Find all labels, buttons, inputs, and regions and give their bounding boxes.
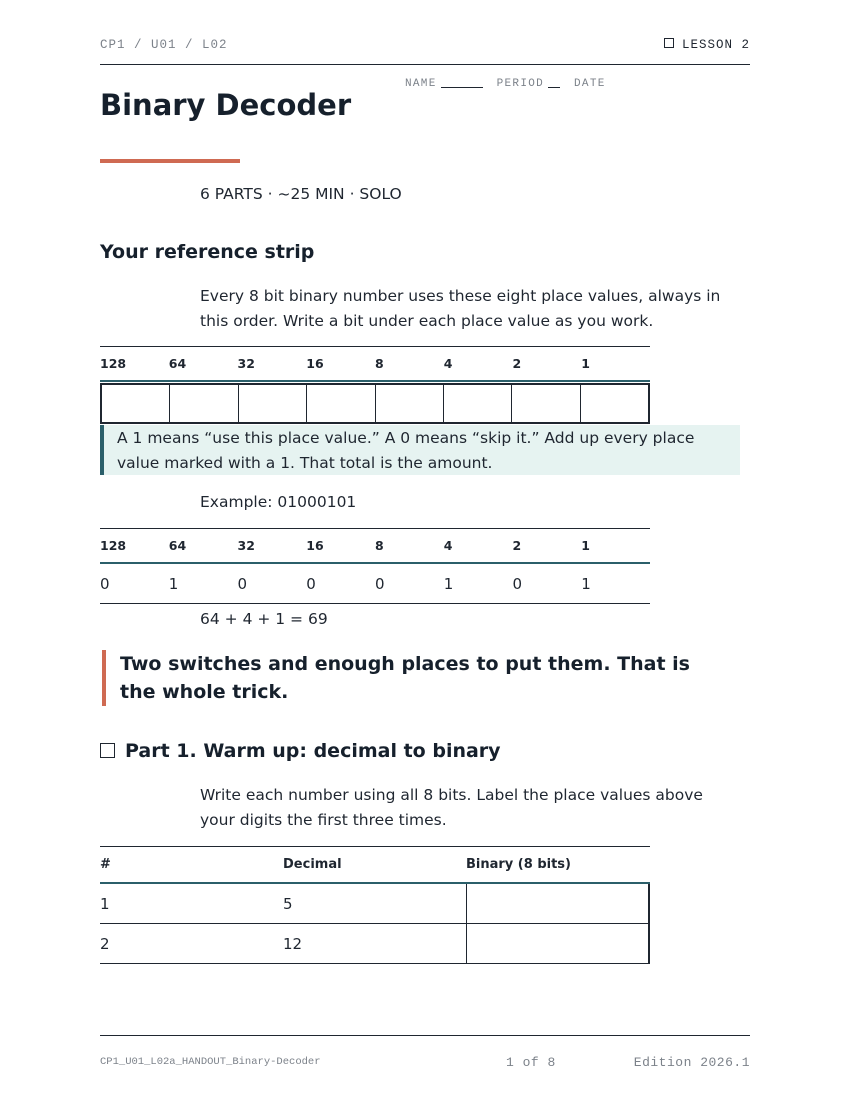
bit-box[interactable] — [581, 385, 648, 422]
bit-box[interactable] — [102, 385, 170, 422]
reference-intro: Every 8 bit binary number uses these eight place values, always in this order. Write a bit under each place value as you work. — [200, 287, 721, 330]
place-value: 64 — [168, 356, 187, 371]
part1-title: Part 1. Warm up: decimal to binary — [125, 740, 501, 762]
bit-box[interactable] — [444, 385, 512, 422]
decimal-value: 5 — [283, 895, 293, 913]
footer-edition: Edition 2026.1 — [633, 1055, 750, 1070]
example-label: Example: 01000101 — [200, 493, 357, 511]
activity-meta: 6 PARTS · ~25 MIN · SOLO — [200, 185, 402, 203]
example-bits-row — [100, 564, 650, 604]
place-value: 1 — [581, 538, 590, 553]
example-bit: 0 — [100, 575, 110, 593]
column-header: Decimal — [283, 857, 342, 872]
column-header: Binary (8 bits) — [466, 857, 571, 872]
reference-heading: Your reference strip — [100, 241, 315, 263]
place-value: 1 — [581, 356, 590, 371]
pull-quote: Two switches and enough places to put them. That is the whole trick. — [102, 650, 720, 706]
column-header: # — [100, 857, 111, 872]
checkbox-icon — [664, 38, 674, 48]
example-bit: 0 — [237, 575, 248, 593]
example-bit: 0 — [375, 575, 385, 593]
bit-input-boxes — [100, 383, 650, 424]
example-bit: 1 — [581, 575, 591, 593]
reference-strip — [100, 346, 650, 382]
bit-box[interactable] — [376, 385, 444, 422]
student-info-bar — [405, 76, 606, 90]
example-bit: 0 — [512, 575, 523, 593]
example-sum: 64 + 4 + 1 = 69 — [200, 610, 328, 628]
place-value-header — [100, 346, 650, 382]
place-value: 32 — [237, 356, 255, 371]
place-value: 64 — [168, 538, 187, 553]
page-header — [100, 38, 750, 65]
example-bit: 1 — [168, 575, 179, 593]
place-value: 16 — [306, 538, 324, 553]
place-value: 2 — [512, 538, 522, 553]
table-row — [100, 924, 650, 964]
place-value: 4 — [443, 356, 453, 371]
binary-answer-field[interactable] — [466, 924, 650, 963]
place-value: 8 — [375, 538, 384, 553]
binary-answer-field[interactable] — [466, 884, 650, 923]
checkbox-icon[interactable] — [100, 743, 115, 758]
place-value: 4 — [443, 538, 453, 553]
place-value: 128 — [100, 356, 127, 371]
period-label: PERIOD — [496, 78, 545, 90]
bit-box[interactable] — [307, 385, 375, 422]
example-table — [100, 528, 650, 604]
table-header — [100, 846, 650, 884]
place-value: 16 — [306, 356, 324, 371]
part1-instructions: Write each number using all 8 bits. Label the place values above your digits the first three times. — [200, 786, 703, 829]
lesson-label — [664, 38, 750, 52]
bit-box[interactable] — [170, 385, 238, 422]
lesson-text: LESSON 2 — [681, 38, 750, 52]
place-value: 128 — [100, 538, 127, 553]
page-footer — [100, 1035, 750, 1076]
date-label: DATE — [574, 78, 606, 90]
rule-callout: A 1 means “use this place value.” A 0 means “skip it.” Add up every place value marked with a 1. That total is the amount. — [100, 425, 740, 475]
example-header — [100, 528, 650, 564]
footer-page-count: 1 of 8 — [506, 1055, 556, 1070]
part1-table — [100, 846, 650, 964]
title-accent-bar — [100, 159, 240, 163]
row-number: 1 — [100, 895, 110, 913]
place-value: 2 — [512, 356, 522, 371]
place-value: 32 — [237, 538, 255, 553]
name-field[interactable] — [441, 76, 483, 88]
place-value: 8 — [375, 356, 384, 371]
bit-box[interactable] — [512, 385, 580, 422]
name-label: NAME — [405, 78, 437, 90]
breadcrumb: CP1 / U01 / L02 — [100, 38, 228, 52]
decimal-value: 12 — [283, 935, 303, 953]
row-number: 2 — [100, 935, 110, 953]
example-bit: 1 — [443, 575, 454, 593]
part1-heading — [100, 740, 501, 762]
table-row — [100, 884, 650, 924]
page-title: Binary Decoder — [100, 88, 352, 122]
period-field[interactable] — [548, 76, 560, 88]
bit-box[interactable] — [239, 385, 307, 422]
example-bit: 0 — [306, 575, 316, 593]
footer-filename: CP1_U01_L02a_HANDOUT_Binary-Decoder — [100, 1056, 321, 1068]
